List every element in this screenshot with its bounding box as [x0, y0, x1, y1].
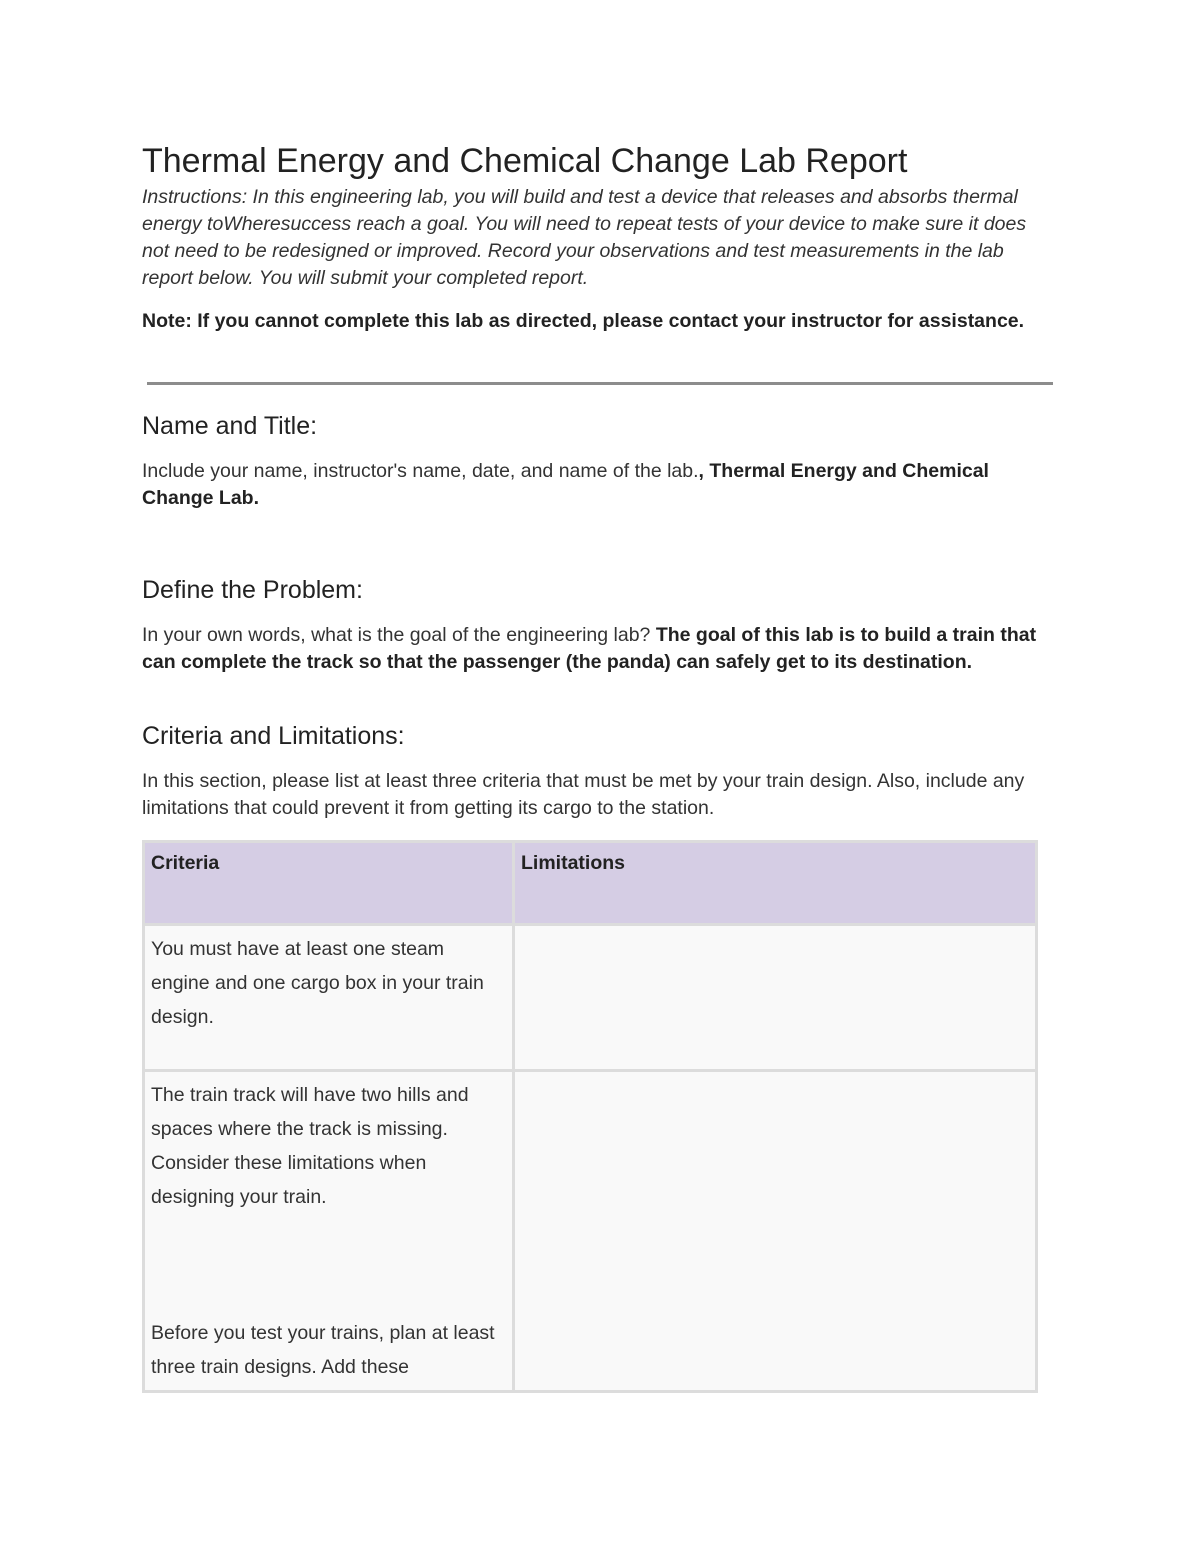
table-row: [144, 925, 1037, 1071]
horizontal-divider: [147, 382, 1053, 385]
note-text: Note: If you cannot complete this lab as directed, please contact your instructor for assistance.: [142, 310, 1025, 332]
define-problem-bold: The goal of this lab is to build a train that can complete the track so that the passenger (the panda) can safely get to its destination.: [142, 624, 1037, 673]
document-title: Thermal Energy and Chemical Change Lab Report: [142, 142, 908, 180]
limitations-cell[interactable]: [514, 1071, 1037, 1392]
criteria-heading: Criteria and Limitations:: [142, 722, 405, 750]
criteria-section: [142, 720, 1054, 822]
document-page: [142, 140, 1054, 1378]
table-header-row: [144, 842, 1037, 925]
criteria-column-header: Criteria: [144, 842, 514, 925]
criteria-intro-text: In this section, please list at least three criteria that must be met by your train design. Also, include any limitations that could prevent it from getting its cargo to the station.: [142, 770, 1025, 819]
define-problem-plain: In your own words, what is the goal of the engineering lab?: [142, 624, 656, 646]
name-title-section: [142, 410, 1054, 512]
name-title-heading: Name and Title:: [142, 412, 318, 440]
criteria-cell[interactable]: [144, 1071, 514, 1392]
criteria-cell[interactable]: You must have at least one steam engine and one cargo box in your train design.: [144, 925, 514, 1071]
limitations-column-header: Limitations: [514, 842, 1037, 925]
define-problem-text: [142, 622, 1054, 676]
name-title-text: [142, 458, 1054, 512]
criteria-cell-text: The train track will have two hills and spaces where the track is missing. Consider these limitations when designing your train.: [151, 1084, 469, 1208]
define-problem-heading: Define the Problem:: [142, 576, 363, 604]
table-row: [144, 1071, 1037, 1392]
instructions-text: Instructions: In this engineering lab, you will build and test a device that releases and absorbs thermal energy toWheresuccess reach a goal. You will need to repeat tests of your device to make sure it does not need to be redesigned or improved. Record your observations and test measurements in the lab report below. You will submit your completed report.: [142, 186, 1027, 289]
criteria-limitations-table: [142, 840, 1038, 1393]
define-problem-section: [142, 574, 1054, 676]
name-title-bold: , Thermal Energy and Chemical Change Lab.: [142, 460, 989, 509]
criteria-cell-extra-text: Before you test your trains, plan at least three train designs. Add these: [151, 1322, 495, 1378]
limitations-cell[interactable]: [514, 925, 1037, 1071]
name-title-plain: Include your name, instructor's name, date, and name of the lab.: [142, 460, 699, 482]
